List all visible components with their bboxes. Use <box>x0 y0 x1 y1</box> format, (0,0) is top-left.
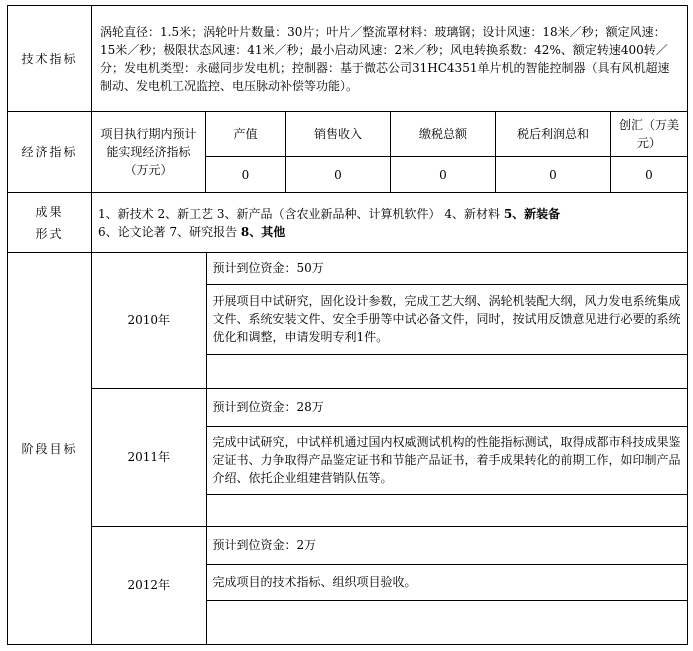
form-label-line1: 成果 <box>35 204 64 219</box>
stage-year-2010: 2010年 <box>92 253 206 388</box>
econ-value-output: 0 <box>206 157 286 193</box>
econ-value-profit: 0 <box>496 157 611 193</box>
stage-fund-2012: 预计到位资金：2万 <box>206 526 687 564</box>
form-text-part3: 6、论文论著 7、研究报告 <box>98 224 241 239</box>
econ-header-sales: 销售收入 <box>286 112 391 157</box>
stage-table <box>92 253 687 644</box>
stage-year-2011: 2011年 <box>92 388 206 526</box>
tech-content: 涡轮直径：1.5米；涡轮叶片数量：30片；叶片／整流罩材料：玻璃钢；设计风速：18米／秒；额定风速：15米／秒；极限状态风速：41米／秒；最小启动风速：2米／秒；风电转换系数：42%、额定转速400转／分；发电机类型：永磁同步发电机；控制器：基于微芯公司31HC4351单片机的智能控制器（具有风机超速制动、发电机工况监控、电压脉动补偿等功能）。 <box>92 6 688 112</box>
stage-fund-2010: 预计到位资金：50万 <box>206 253 687 284</box>
econ-desc: 项目执行期内预计能实现经济指标（万元） <box>92 112 206 193</box>
stage-content-2011: 完成中试研究，中试样机通过国内权威测试机构的性能指标测试，取得成都市科技成果鉴定证书、力争取得产品鉴定证书和节能产品证书，着手成果转化的前期工作，如印制产品介绍、依托企业组建营销队伍等。 <box>206 426 687 494</box>
form-text-part1: 1、新技术 2、新工艺 3、新产品（含农业新品种、计算机软件） 4、新材料 <box>98 206 504 221</box>
stage-blank-2011 <box>206 494 687 526</box>
stage-blank-2012 <box>206 600 687 644</box>
stage-year-2012: 2012年 <box>92 526 206 644</box>
stage-label: 阶段目标 <box>8 253 92 645</box>
project-indicator-table <box>7 5 688 645</box>
econ-header-profit: 税后利润总和 <box>496 112 611 157</box>
form-label-line2: 形式 <box>35 226 64 241</box>
stage-cell <box>92 253 688 645</box>
econ-header-tax: 缴税总额 <box>391 112 496 157</box>
stage-content-2010: 开展项目中试研究，固化设计参数，完成工艺大纲、涡轮机装配大纲，风力发电系统集成文件、系统安装文件、安全手册等中试必备文件，同时，按试用反馈意见进行必要的系统优化和调整，申请发明专利1件。 <box>206 284 687 354</box>
econ-header-forex: 创汇（万美元） <box>611 112 688 157</box>
form-text-part2: 5、新装备 <box>503 206 561 221</box>
form-text-part4: 8、其他 <box>240 224 286 239</box>
econ-header-output: 产值 <box>206 112 286 157</box>
stage-blank-2010 <box>206 354 687 388</box>
econ-value-forex: 0 <box>611 157 688 193</box>
form-content <box>92 193 688 253</box>
econ-value-tax: 0 <box>391 157 496 193</box>
stage-content-2012: 完成项目的技术指标、组织项目验收。 <box>206 564 687 600</box>
econ-value-sales: 0 <box>286 157 391 193</box>
form-label <box>8 193 92 253</box>
tech-label: 技术指标 <box>8 6 92 112</box>
econ-label: 经济指标 <box>8 112 92 193</box>
stage-fund-2011: 预计到位资金：28万 <box>206 388 687 426</box>
